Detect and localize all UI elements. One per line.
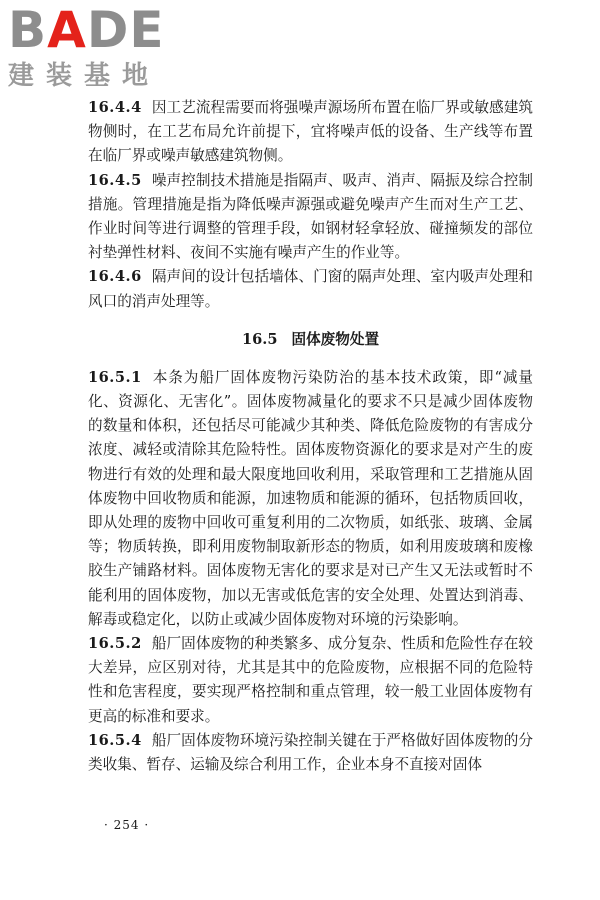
clause-16-5-4: [88, 729, 533, 777]
clause-number: 16.4.4: [88, 99, 142, 116]
logo-letter-accent: A: [47, 1, 87, 59]
logo-wordmark: [8, 2, 198, 58]
clause-number: 16.4.6: [88, 268, 142, 286]
section-title: 固体废物处置: [291, 330, 380, 348]
logo: [8, 2, 198, 92]
section-heading: [88, 328, 533, 352]
clause-16-4-6: [88, 265, 533, 313]
clause-16-5-2: [88, 632, 533, 729]
clause-16-4-5: [88, 169, 533, 266]
section-number: 16.5: [241, 330, 278, 348]
clause-text: 船厂固体废物环境污染控制关键在于严格做好固体废物的分类收集、暂存、运输及综合利用工作，企业本身不直接对固体: [88, 731, 533, 774]
clause-text: 船厂固体废物的种类繁多、成分复杂、性质和危险性存在较大差异，应区别对待，尤其是其中的危险废物，应根据不同的危险特性和危害程度，要实现严格控制和重点管理，较一般工业固体废物有更高的标准和要求。: [88, 635, 533, 725]
logo-word: [8, 2, 165, 58]
clause-number: 16.5.4: [88, 731, 142, 749]
logo-letter-prefix: B: [8, 1, 48, 59]
clause-text: 本条为船厂固体废物污染防治的基本技术政策，即“减量化、资源化、无害化”。固体废物减量化的要求不只是减少固体废物的数量和体积，还包括尽可能减少其种类、降低危险废物的有害成分浓度、减轻或清除其危险特性。固体废物资源化的要求是对产生的废物进行有效的处理和最大限度地回收利用，采取管理和工艺措施从固体废物中回收物质和能源，加速物质和能源的循环，包括物质回收，即从处理的废物中回收可重复利用的二次物质，如纸张、玻璃、金属等；物质转换，即利用废物制取新形态的物质，如利用废玻璃和废橡胶生产铺路材料。固体废物无害化的要求是对已产生又无法或暂时不能利用的固体废物，加以无害或低危害的安全处理、处置达到消毒、解毒或稳定化，以防止或减少固体废物对环境的污染影响。: [88, 368, 533, 628]
page-number: · 254 ·: [104, 818, 150, 832]
document-body: [88, 96, 533, 777]
clause-text: 因工艺流程需要而将强噪声源场所布置在临厂界或敏感建筑物侧时，在工艺布局允许前提下，宜将噪声低的设备、生产线等布置在临厂界或噪声敏感建筑物侧。: [88, 99, 533, 165]
logo-letter-suffix: DE: [86, 1, 165, 59]
clause-number: 16.4.5: [88, 171, 142, 189]
clause-16-5-1: [88, 366, 533, 632]
clause-text: 噪声控制技术措施是指隔声、吸声、消声、隔振及综合控制措施。管理措施是指为降低噪声源强或避免噪声产生而对生产工艺、作业时间等进行调整的管理手段，如钢材轻拿轻放、碰撞频发的部位衬垫弹性材料、夜间不实施有噪声产生的作业等。: [88, 171, 533, 262]
clause-number: 16.5.1: [88, 368, 142, 386]
clause-16-4-4: [88, 96, 533, 169]
logo-subtitle: 建装基地: [8, 61, 161, 91]
clause-text: 隔声间的设计包括墙体、门窗的隔声处理、室内吸声处理和风口的消声处理等。: [88, 268, 533, 310]
clause-number: 16.5.2: [88, 635, 142, 653]
